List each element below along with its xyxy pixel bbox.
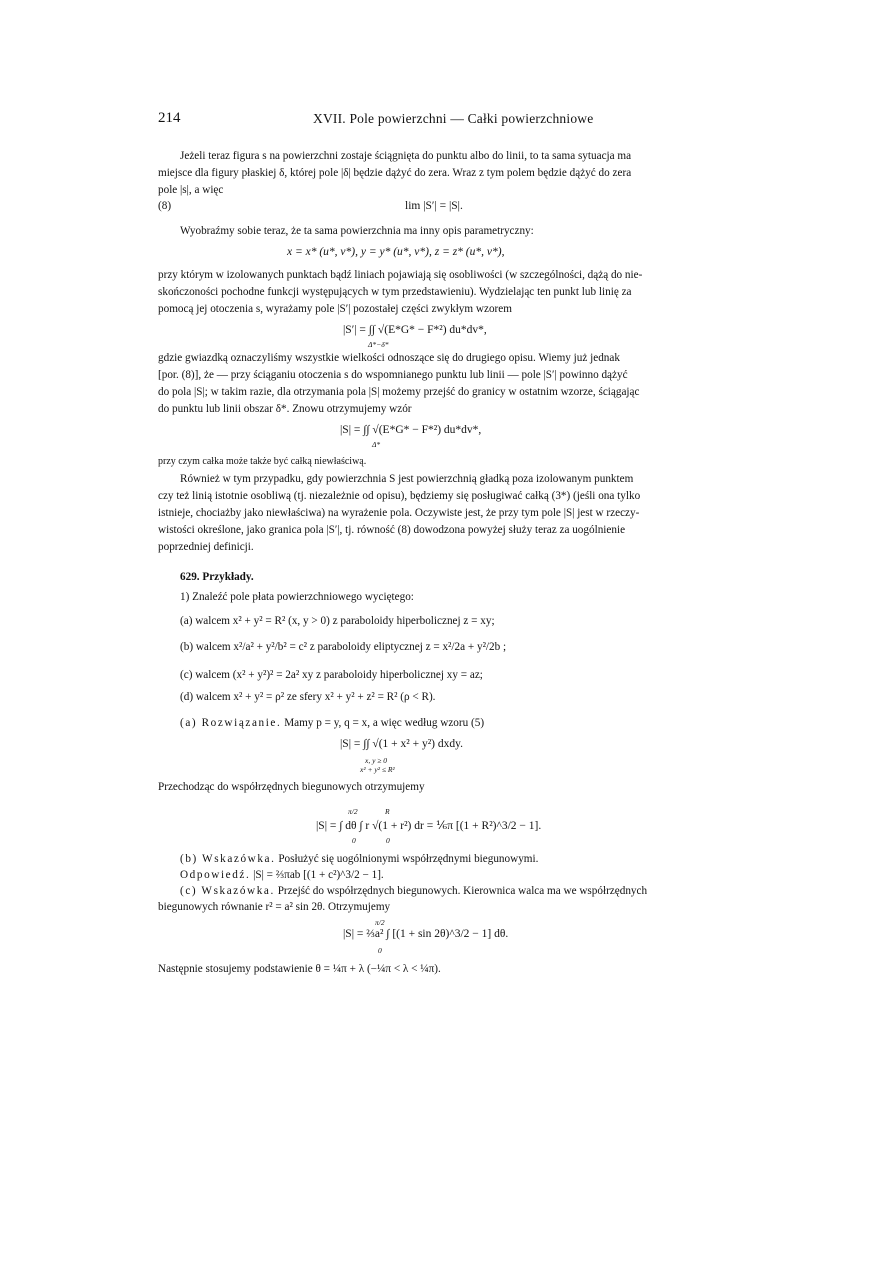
equation-surface-area-2: |S| = ∫∫ √(E*G* − F*²) du*dv*, <box>340 424 482 436</box>
solution-text: Mamy p = y, q = x, a więc według wzoru (5) <box>284 717 485 729</box>
text-line: Jeżeli teraz figura s na powierzchni zostaje ściągnięta do punktu albo do linii, to ta sama sytuacja ma <box>180 150 632 162</box>
page-number: 214 <box>158 110 181 126</box>
answer-text: |S| = ⅔πab [(1 + c²)^3/2 − 1]. <box>253 869 384 881</box>
answer-label: Odpowiedź. <box>180 869 251 881</box>
integral-domain: x, y ≥ 0 <box>365 756 388 765</box>
equation-8: lim |S′| = |S|. <box>405 200 463 212</box>
text-line: poprzedniej definicji. <box>158 541 254 553</box>
equation-parametric: x = x* (u*, v*), y = y* (u*, v*), z = z* (u*, v*), <box>287 246 505 258</box>
text-line: 1) Znaleźć pole płata powierzchniowego wyciętego: <box>180 591 414 603</box>
text-line <box>158 852 760 866</box>
running-title: XVII. Pole powierzchni — Całki powierzchniowe <box>313 111 594 126</box>
equation-a2: |S| = ∫ dθ ∫ r √(1 + r²) dr = ⅙π [(1 + R²)^3/2 − 1]. <box>316 820 542 832</box>
text-line: Następnie stosujemy podstawienie θ = ¼π + λ (−¼π < λ < ¼π). <box>158 963 441 975</box>
solution-label: (a) Rozwiązanie. <box>180 717 282 729</box>
hint-label: (c) Wskazówka. <box>180 885 275 897</box>
text-line <box>158 868 760 882</box>
equation-label: (8) <box>158 200 172 212</box>
text-line: do punktu lub linii obszar δ*. Znowu otrzymujemy wzór <box>158 403 412 415</box>
text-line: skończoności pochodne funkcji występujących w tym przedstawieniu). Wydzielając ten punkt lub linię za <box>158 286 632 298</box>
text-line: do pola |S|; w takim razie, dla otrzymania pola |S| możemy przejść do granicy w ostatnim wzorze, ściągając <box>158 386 640 398</box>
text-line: pomocą jej otoczenia s, wyrażamy pole |S′| pozostałej części zwykłym wzorem <box>158 303 512 315</box>
integral-domain: x² + y² ≤ R² <box>360 765 395 774</box>
text-line: miejsce dla figury płaskiej δ, której pole |δ| będzie dążyć do zera. Wraz z tym polem będzie dążyć do zera <box>158 167 632 179</box>
text-line <box>158 884 760 898</box>
list-item: (d) walcem x² + y² = ρ² ze sfery x² + y² + z² = R² (ρ < R). <box>180 691 436 703</box>
text-line: czy też linią istotnie osobliwą (tj. niezależnie od opisu), będziemy się posługiwać całką (3*) (jeśli ona tylko <box>158 490 641 502</box>
section-title: 629. Przykłady. <box>180 571 254 583</box>
text-line: Wyobraźmy sobie teraz, że ta sama powierzchnia ma inny opis parametryczny: <box>180 225 534 237</box>
text-line: pole |s|, a więc <box>158 184 224 196</box>
equation-c: |S| = ⅔a² ∫ [(1 + sin 2θ)^3/2 − 1] dθ. <box>343 928 509 940</box>
hint-text: Przejść do współrzędnych biegunowych. Kierownica walca ma we współrzędnych <box>277 885 648 897</box>
text-line: przy czym całka może także być całką niewłaściwą. <box>158 456 367 467</box>
integral-lower-limit: 0 <box>352 836 356 845</box>
integral-lower-limit: 0 <box>378 946 382 955</box>
text-line <box>158 716 760 730</box>
text-line: przy którym w izolowanych punktach bądź liniach pojawiają się osobliwości (w szczególności, dążą do nie- <box>158 269 643 281</box>
integral-lower-limit: 0 <box>386 836 390 845</box>
hint-label: (b) Wskazówka. <box>180 853 276 865</box>
integral-domain: Δ*−δ* <box>368 340 389 349</box>
text-line: biegunowych równanie r² = a² sin 2θ. Otrzymujemy <box>158 901 391 913</box>
text-line: istnieje, chociażby jako niewłaściwa) na wyrażenie pola. Oczywiste jest, że przy tym pole |S| jest w rzeczy- <box>158 507 640 519</box>
equation-a1: |S| = ∫∫ √(1 + x² + y²) dxdy. <box>340 738 464 750</box>
running-header <box>158 110 738 130</box>
text-line: Przechodząc do współrzędnych biegunowych otrzymujemy <box>158 781 425 793</box>
integral-domain: Δ* <box>372 440 381 449</box>
equation-surface-area-1: |S′| = ∫∫ √(E*G* − F*²) du*dv*, <box>343 324 487 336</box>
text-line: wistości określone, jako granica pola |S′|, tj. równość (8) dowodzona powyżej służy teraz za uogólnienie <box>158 524 626 536</box>
text-line: [por. (8)], że — przy ściąganiu otoczenia s do wspomnianego punktu lub linii — pole |S′| powinno dążyć <box>158 369 628 381</box>
integral-upper-limit: R <box>385 807 390 816</box>
text-line: Również w tym przypadku, gdy powierzchnia S jest powierzchnią gładką poza izolowanym punktem <box>180 473 634 485</box>
hint-text: Posłużyć się uogólnionymi współrzędnymi biegunowymi. <box>278 853 539 865</box>
text-line: gdzie gwiazdką oznaczyliśmy wszystkie wielkości odnoszące się do drugiego opisu. Wiemy już jednak <box>158 352 620 364</box>
list-item: (b) walcem x²/a² + y²/b² = c² z paraboloidy eliptycznej z = x²/2a + y²/2b ; <box>180 641 507 653</box>
integral-upper-limit: π/2 <box>348 807 358 816</box>
list-item: (c) walcem (x² + y²)² = 2a² xy z paraboloidy hiperbolicznej xy = az; <box>180 669 483 681</box>
list-item: (a) walcem x² + y² = R² (x, y > 0) z paraboloidy hiperbolicznej z = xy; <box>180 615 495 627</box>
integral-upper-limit: π/2 <box>375 918 385 927</box>
